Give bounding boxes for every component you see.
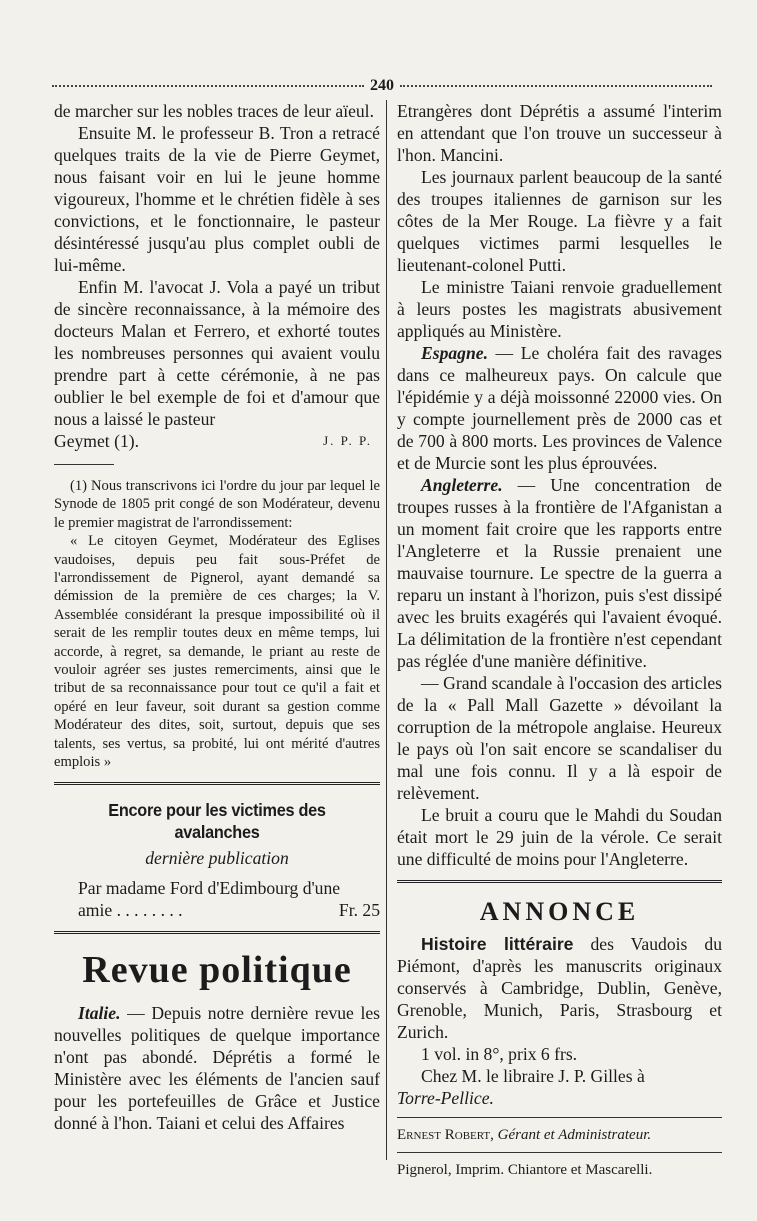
- espagne-paragraph: [397, 342, 722, 474]
- avalanche-line-1: Par madame Ford d'Edimbourg d'une: [78, 877, 341, 898]
- gerant-title: Gérant et Administrateur.: [493, 1127, 652, 1143]
- avalanche-subheading: dernière publication: [145, 847, 289, 868]
- section-rule: [54, 782, 380, 785]
- page-header: [52, 76, 712, 96]
- footnote-text-1: (1) Nous transcrivons ici l'ordre du jour par lequel le Synode de 1805 prit congé de son Modérateur, devenu le premier magistrat de l'arrondissement:: [54, 478, 380, 531]
- annonce-place: Torre-Pellice.: [397, 1088, 494, 1108]
- column-divider: [386, 100, 387, 1160]
- page-number: 240: [370, 77, 394, 94]
- footnote-text-2: « Le citoyen Geymet, Modérateur des Eglises vaudoises, depuis peu fait sous-Préfet de l'arrondissement de Pignerol, ayant demandé sa démission de la première de ces charges; la V. Assemblée considérant la presque impossibilité où il serait de les remplir toutes deux en même temps, lui accorde, à regret, sa demande, le priant au reste de vouloir agréer ses justes remerciments, ainsi que le tribut de sa reconnaissance pour tout ce qu'il a fait et opéré en leur faveur, soit durant sa gestion comme Modérateur des dites, soit, surtout, depuis que ses talents, ses vertus, sa probité, lui ont mérité d'autres emplois »: [54, 533, 380, 771]
- right-para-2: Les journaux parlent beaucoup de la santé des troupes italiennes de garnison sur les côtes de la Mer Rouge. La fièvre y a fait quelques victimes parmi lesquelles le lieutenant-colonel Putti.: [397, 167, 722, 275]
- right-column: [397, 100, 722, 1181]
- annonce-rule: [397, 880, 722, 883]
- avalanche-heading: Encore pour les victimes des avalanches: [108, 799, 326, 842]
- italie-paragraph: [54, 1002, 380, 1134]
- signature: J. P. P.: [323, 433, 372, 448]
- angleterre-paragraph: [397, 474, 722, 672]
- left-para-3: Enfin M. l'avocat J. Vola a payé un tribut de sincère reconnaissance, à la mémoire des docteurs Malan et Ferrero, et exhorté toutes les nombreuses personnes qui avaient voulu prendre part à cette cérémonie, à ne pas oublier le bel exemple de foi et d'amour que nous a laissé le pasteur: [54, 277, 380, 429]
- left-para-1: de marcher sur les nobles traces de leur aïeul.: [54, 101, 374, 121]
- right-para-1: Etrangères dont Déprétis a assumé l'interim en attendant que l'on trouve un successeur à l'hon. Mancini.: [397, 101, 722, 165]
- italie-label: Italie.: [78, 1002, 121, 1023]
- section-rule-2: [54, 931, 380, 934]
- annonce-paragraph: [397, 933, 722, 1043]
- annonce-heading: ANNONCE: [479, 897, 640, 926]
- espagne-label: Espagne.: [421, 343, 488, 363]
- footnote: [54, 477, 380, 772]
- left-para-2: Ensuite M. le professeur B. Tron a retracé quelques traits de la vie de Pierre Geymet, nous faisant voir en lui le jeune homme vigoureux, l'homme et le chrétien fidèle à ses convictions, et le fonctionnaire, le pasteur désintéressé jusqu'au plus complet oubli de lui-même.: [54, 123, 380, 275]
- annonce-title: Histoire littéraire: [421, 934, 574, 954]
- gerant-rule: [397, 1117, 722, 1118]
- angleterre-text: — Une concentration de troupes russes à la frontière de l'Afganistan a un moment fait croire que les rapports entre l'Angleterre et la Russie prenaient une mauvaise tournure. Le spectre de la guerra a reparu un instant à l'horizon, puis s'est dissipé avec les bruits exagérés qui l'avaient évoqué. La délimitation de la frontière n'est cependant pas réglée d'une manière définitive.: [397, 475, 722, 671]
- left-column: [54, 100, 380, 1134]
- header-rule-right: [400, 85, 712, 87]
- avalanche-amount: Fr. 25: [338, 899, 380, 920]
- scandale-paragraph: — Grand scandale à l'occasion des articles de la « Pall Mall Gazette » dévoilant la corruption de la métropole anglaise. Heureux le pays où l'on sait encore se scandaliser du mal une fois connu. Il y a là espoir de relèvement.: [397, 673, 722, 803]
- gerant-name: Ernest Robert,: [397, 1127, 494, 1143]
- right-para-3: Le ministre Taiani renvoie graduellement à leurs postes les magistrats abusivement appliqués au Ministère.: [397, 277, 722, 341]
- imprint-rule: [397, 1152, 722, 1153]
- mahdi-paragraph: Le bruit a couru que le Mahdi du Soudan était mort le 29 juin de la vérole. Ce serait une difficulté de moins pour l'Angleterre.: [397, 805, 722, 869]
- footnote-rule: [54, 464, 114, 465]
- header-rule-left: [52, 85, 364, 87]
- italie-text: — Depuis notre dernière revue les nouvelles politiques de quelque importance n'ont pas abondé. Déprétis a formé le Ministère avec les éléments de l'ancien sauf pour les portefeuilles de Grâce et Justice donné à l'hon. Taiani et celui des Affaires: [54, 1002, 380, 1133]
- espagne-text: — Le choléra fait des ravages dans ce malheureux pays. On calcule que l'épidémie y a déjà moissonné 22000 vies. On y compte journellement près de 2000 cas et de 700 à 800 morts. Les provinces de Valence et de Murcie sont les plus éprouvées.: [397, 343, 722, 473]
- imprint: Pignerol, Imprim. Chiantore et Mascarelli.: [397, 1162, 653, 1178]
- signature-line: [54, 430, 380, 452]
- para-3-end: Geymet (1).: [54, 431, 140, 451]
- revue-heading: Revue politique: [82, 948, 352, 991]
- avalanche-donor: amie . . . . . . . .: [78, 899, 183, 920]
- gerant-line: [397, 1124, 722, 1146]
- angleterre-label: Angleterre.: [421, 475, 503, 495]
- annonce-volume: 1 vol. in 8°, prix 6 frs.: [421, 1044, 578, 1064]
- annonce-text: des Vaudois du Piémont, d'après les manuscrits originaux conservés à Cambridge, Dublin, Genève, Grenoble, Munich, Paris, Strasbourg et Zurich.: [397, 934, 722, 1042]
- annonce-seller: Chez M. le libraire J. P. Gilles à: [421, 1066, 645, 1086]
- avalanche-line-2: [54, 899, 380, 921]
